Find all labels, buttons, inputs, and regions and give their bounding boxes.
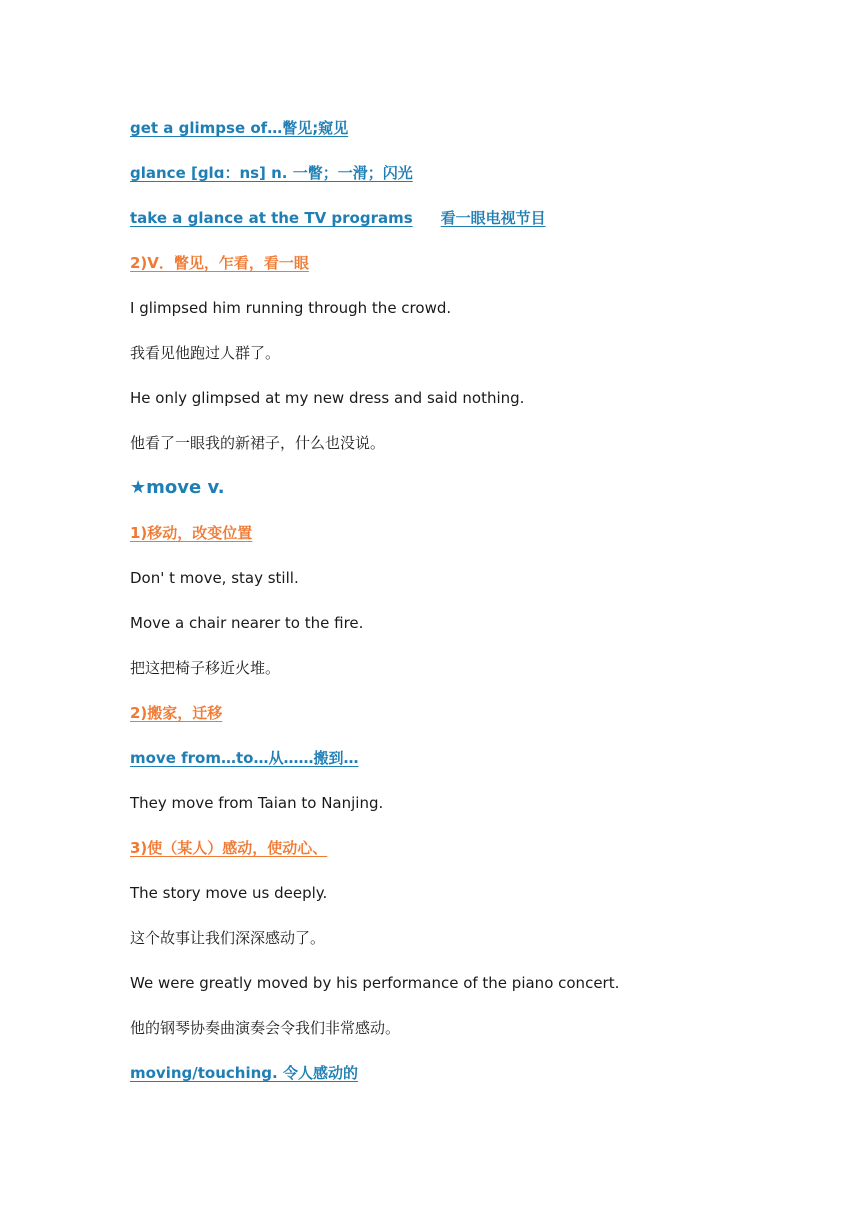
phrase-take-a-glance-english: take a glance at the TV programs	[130, 209, 413, 227]
sense-heading-move-2: 2)搬家，迁移	[130, 704, 223, 722]
example-sentence-en: Move a chair nearer to the fire.	[130, 614, 364, 632]
example-sentence-zh: 他的钢琴协奏曲演奏会令我们非常感动。	[130, 1019, 401, 1037]
sense-heading-move-3	[130, 838, 351, 858]
example-sentence-zh: 他看了一眼我的新裙子，什么也没说。	[130, 434, 386, 452]
example-sentence-en: I glimpsed him running through the crowd.	[130, 299, 452, 317]
example-sentence-zh: 我看见他跑过人群了。	[130, 344, 281, 362]
phrase-take-a-glance-chinese: 看一眼电视节目	[440, 209, 546, 227]
sense-heading-glimpse-verb: 2)V．瞥见，乍看，看一眼	[130, 254, 309, 272]
example-sentence-en: The story move us deeply.	[130, 884, 328, 902]
example-sentence-zh: 把这把椅子移近火堆。	[130, 659, 281, 677]
sense-heading-move-1: 1)移动，改变位置	[130, 524, 253, 542]
entry-heading-move: ★move v.	[130, 477, 225, 498]
example-sentence-en: He only glimpsed at my new dress and said nothing.	[130, 389, 525, 407]
vocab-glance-definition: glance [glɑ：ns] n. 一瞥；一滑；闪光	[130, 164, 413, 182]
phrase-move-from-to: move from…to…从……搬到…	[130, 749, 359, 767]
phrase-moving-touching-text: moving/touching. 令人感动的	[130, 1064, 358, 1082]
example-sentence-en: We were greatly moved by his performance of the piano concert.	[130, 974, 620, 992]
example-sentence-zh: 这个故事让我们深深感动了。	[130, 929, 326, 947]
phrase-get-a-glimpse-of: get a glimpse of…瞥见;窥见	[130, 119, 349, 137]
phrase-take-a-glance	[130, 208, 546, 228]
phrase-moving-touching	[130, 1063, 382, 1083]
example-sentence-en: They move from Taian to Nanjing.	[130, 794, 384, 812]
sense-heading-move-3-text: 3)使（某人）感动，使动心、	[130, 839, 328, 857]
example-sentence-en: Don' t move, stay still.	[130, 569, 299, 587]
